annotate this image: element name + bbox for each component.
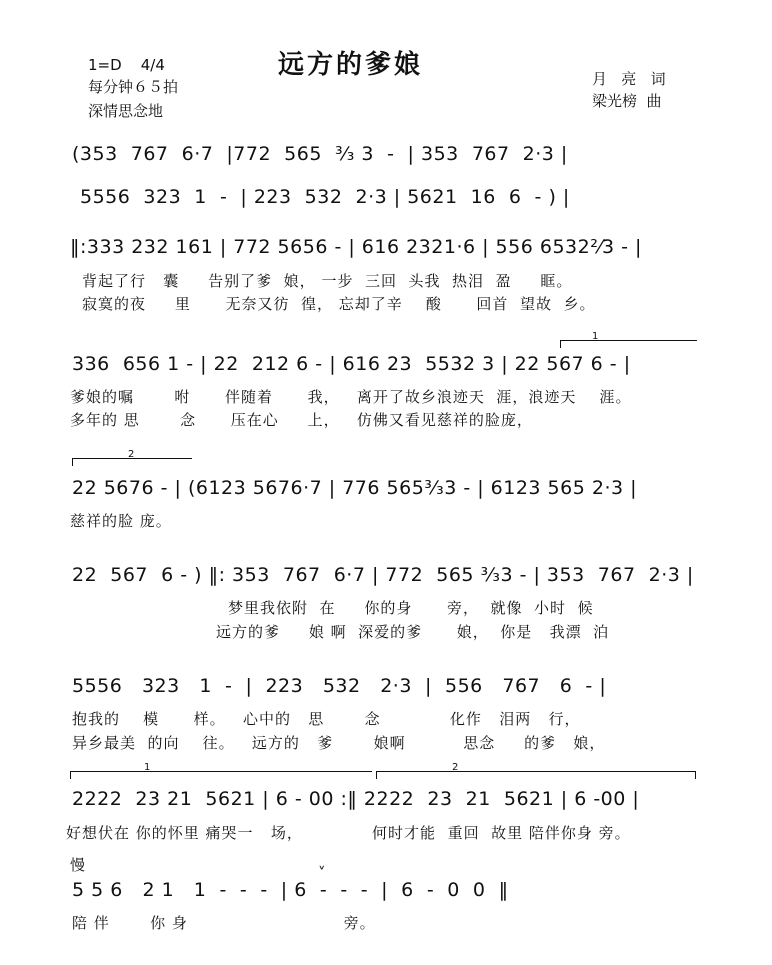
lyric-row-6-verse-1: 梦里我依附 在 你的身 旁， 就像 小时 候 [228,599,594,617]
notation-row-4: 336 656 1 - | 22 212 6 - | 616 23 5532 3 | 22 567 6 - | [72,353,631,375]
notation-row-1: (353 767 6·7 |772 565 ³⁄₃ 3 - | 353 767 2·3 | [72,143,568,165]
volta-2-label: 2 [128,449,135,460]
notation-row-6: 22 567 6 - ) ‖: 353 767 6·7 | 772 565 ³⁄₃3 - | 353 767 2·3 | [72,564,694,586]
lyric-row-8-verse-1: 好想伏在 你的怀里 痛哭一 场， 何时才能 重回 故里 陪伴你身 旁。 [66,824,631,842]
notation-row-8: 2222 23 21 5621 | 6 - 00 :‖ 2222 23 21 5621 | 6 -00 | [72,788,640,810]
volta-a-label: 1 [144,762,151,773]
expression-marking: 深情思念地 [88,102,164,120]
volta-bracket-a-start [70,771,71,779]
volta-bracket-2-start [72,458,73,466]
lyric-row-3-verse-2: 寂寞的夜 里 无奈又彷 徨， 忘却了辛 酸 回首 望故 乡。 [82,295,596,313]
notation-row-5: 22 5676 - | (6123 5676·7 | 776 565³⁄₃3 - | 6123 565 2·3 | [72,477,638,499]
lyric-row-4-verse-2: 多年的 思 念 压在心 上， 仿佛又看见慈祥的脸庞， [70,411,533,429]
notation-row-2: 5556 323 1 - | 223 532 2·3 | 5621 16 6 - ) | [80,186,570,208]
lyric-row-9-verse-1: 陪 伴 你 身 旁。 [72,914,376,932]
volta-bracket-b-end [695,771,696,779]
composer-credit: 梁光榜 曲 [592,92,662,110]
lyric-row-7-verse-1: 抱我的 模 样。 心中的 思 念 化作 泪两 行， [72,710,581,728]
volta-1-label: 1 [592,331,599,342]
volta-bracket-b-start [376,771,377,779]
lyric-row-6-verse-2: 远方的爹 娘 啊 深爱的爹 娘， 你是 我漂 泊 [216,623,610,641]
volta-bracket-a [70,771,372,772]
breath-mark: ˅ [318,864,326,882]
volta-bracket-b [376,771,696,772]
volta-bracket-1-start [560,340,561,348]
ritardando-marking: 慢 [70,856,86,874]
lyric-row-3-verse-1: 背起了行 囊 告别了爹 娘， 一步 三回 头我 热泪 盈 眶。 [82,272,573,290]
notation-row-3: ‖:333 232 161 | 772 5656 - | 616 2321·6 | 556 6532²⁄3 - | [70,236,642,258]
lyric-row-5-verse-1: 慈祥的脸 庞。 [70,512,172,530]
lyric-row-7-verse-2: 异乡最美 的向 往。 远方的 爹 娘啊 思念 的爹 娘， [72,734,606,752]
key-meter: 1=D 4/4 [88,56,165,74]
tempo-marking: 每分钟６５拍 [88,78,179,96]
lyricist-credit: 月 亮 词 [592,70,666,88]
song-title: 远方的爹娘 [278,50,424,80]
notation-row-9: 5 5 6 2 1 1 - - - | 6 - - - | 6 - 0 0 ‖ [72,879,509,901]
lyric-row-4-verse-1: 爹娘的嘱 咐 伴随着 我， 离开了故乡浪迹天 涯，浪迹天 涯。 [70,388,632,406]
volta-bracket-1 [560,340,697,341]
notation-row-7: 5556 323 1 - | 223 532 2·3 | 556 767 6 - | [72,675,607,697]
volta-b-label: 2 [452,762,459,773]
